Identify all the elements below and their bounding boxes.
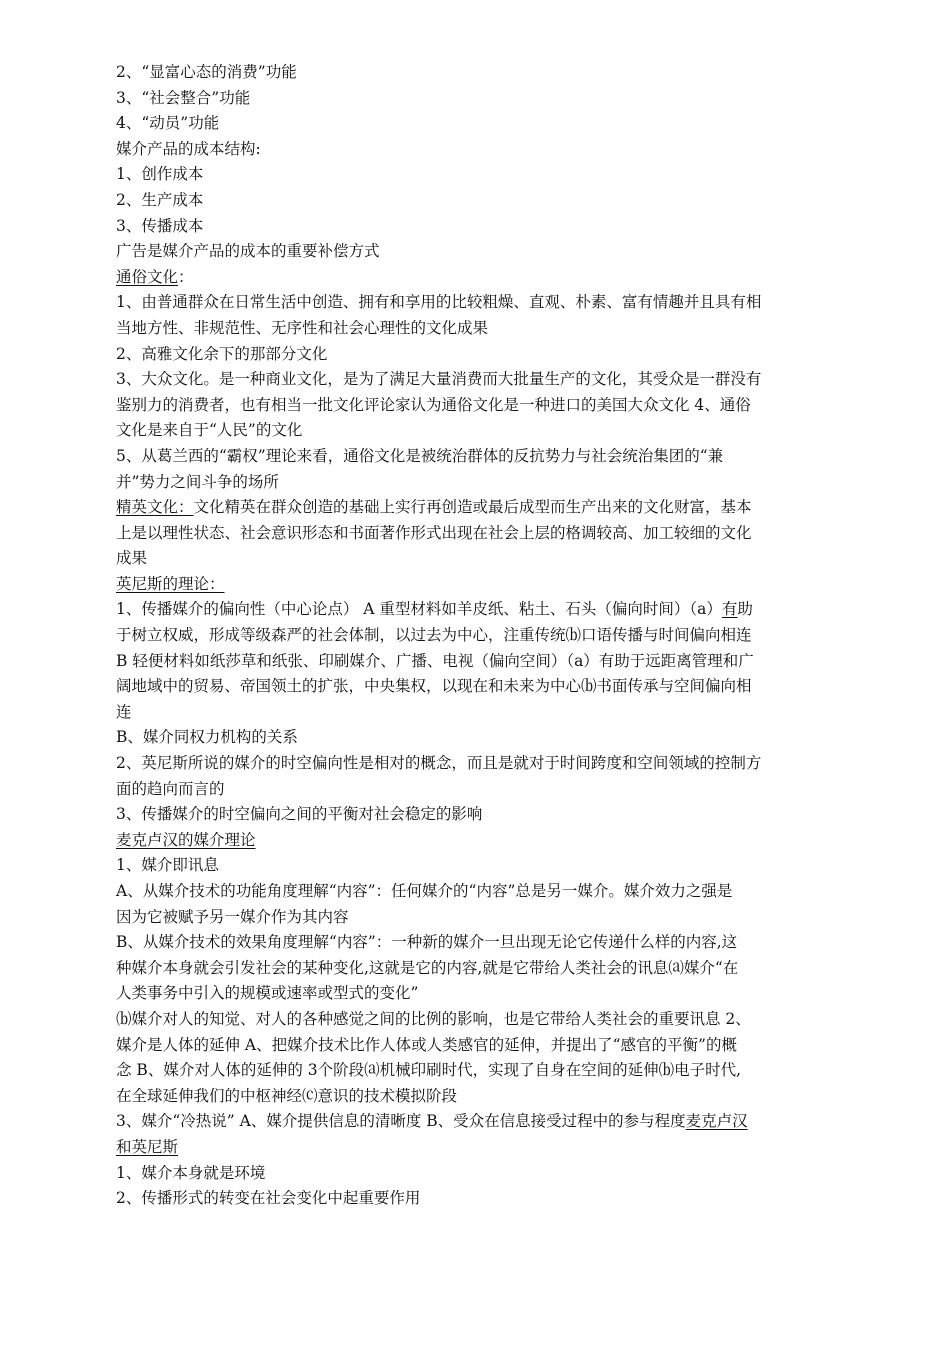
line-text: 鉴别力的消费者，也有相当一批文化评论家认为通俗文化是一种进口的美国大众文化 4、通俗 [116,395,751,414]
line-text: 2、生产成本 [116,190,204,209]
text-line [116,700,816,726]
line-text: 当地方性、非规范性、无序性和社会心理性的文化成果 [116,318,489,337]
section-heading-line [116,828,816,854]
text-line [116,1007,816,1033]
line-text: B 轻便材料如纸莎草和纸张、印刷媒介、广播、电视（偏向空间）（a）有助于远距离管理和广 [116,651,754,670]
line-text: 3、传播成本 [116,216,204,235]
line-text: 念 B、媒介对人体的延伸的 3个阶段⒜机械印刷时代，实现了自身在空间的延伸⒝电子时代, [116,1061,742,1080]
text-line [116,188,816,214]
line-text: 2、传播形式的转变在社会变化中起重要作用 [116,1189,421,1208]
line-text: 连 [116,702,132,721]
line-text: ： [178,267,194,286]
text-line [116,546,816,572]
text-line [116,214,816,240]
line-text: 3、“社会整合”功能 [116,88,251,107]
text-line [116,393,816,419]
line-text: 面的趋向而言的 [116,779,225,798]
section-heading-line [116,495,816,521]
line-text: 5、从葛兰西的“霸权”理论来看，通俗文化是被统治群体的反抗势力与社会统治集团的“兼 [116,446,724,465]
text-line [116,853,816,879]
text-line [116,111,816,137]
line-text: 1、媒介即讯息 [116,856,219,875]
text-line [116,444,816,470]
line-text: 成果 [116,549,148,568]
text-line [116,470,816,496]
line-text: 助 [737,600,753,619]
line-text: 人类事务中引入的规模或速率或型式的变化” [116,984,419,1003]
underlined-heading: 和英尼斯 [116,1137,179,1156]
text-line [116,597,816,623]
text-line [116,802,816,828]
text-line [116,137,816,163]
text-line [116,367,816,393]
text-line [116,1033,816,1059]
line-text: 文化是来自于“人民”的文化 [116,421,303,440]
text-line [116,86,816,112]
line-text: B、媒介同权力机构的关系 [116,728,298,747]
line-text: 媒介产品的成本结构: [116,139,261,158]
text-line [116,290,816,316]
document-body [116,60,816,1212]
line-text: 2、“显富心态的消费”功能 [116,63,297,81]
line-text: 文化精英在群众创造的基础上实行再创造或最后成型而生产出来的文化财富，基本 [193,498,752,517]
text-line [116,418,816,444]
text-line [116,342,816,368]
line-text: 在全球延伸我们的中枢神经⒞意识的技术模拟阶段 [116,1086,458,1105]
section-heading-line [116,572,816,598]
text-line [116,1186,816,1212]
text-line [116,1084,816,1110]
text-line [116,1109,816,1135]
line-text: A、从媒介技术的功能角度理解“内容”：任何媒介的“内容”总是另一媒介。媒介效力之强是 [116,882,733,900]
line-text: 1、传播媒介的偏向性（中心论点） A 重型材料如羊皮纸、粘土、石头（偏向时间）（a） [116,600,722,619]
underlined-heading: 通俗文化 [116,267,179,286]
underlined-heading: 英尼斯的理论： [116,574,225,593]
text-line [116,777,816,803]
text-line [116,879,816,905]
line-text: 上是以理性状态、社会意识形态和书面著作形式出现在社会上层的格调较高、加工较细的文化 [116,523,752,542]
line-text: 广告是媒介产品的成本的重要补偿方式 [116,242,380,261]
text-line [116,905,816,931]
line-text: 2、英尼斯所说的媒介的时空偏向性是相对的概念，而且是就对于时间跨度和空间领域的控制方 [116,754,762,773]
text-line [116,956,816,982]
section-heading-line [116,1135,816,1161]
line-text: 1、由普通群众在日常生活中创造、拥有和享用的比较粗燥、直观、朴素、富有情趣并且具有相 [116,293,762,312]
line-text: 2、高雅文化余下的那部分文化 [116,344,328,363]
line-text: 3、大众文化。是一种商业文化，是为了满足大量消费而大批量生产的文化，其受众是一群没有 [116,370,762,389]
line-text: 阔地域中的贸易、帝国领土的扩张，中央集权，以现在和未来为中心⒝书面传承与空间偏向相 [116,677,752,696]
text-line [116,981,816,1007]
line-text: 因为它被赋予另一媒介作为其内容 [116,907,349,926]
line-text: B、从媒介技术的效果角度理解“内容”：一种新的媒介一旦出现无论它传递什么样的内容,这 [116,933,738,952]
underlined-heading: 麦克卢汉的媒介理论 [116,830,256,849]
text-line [116,1058,816,1084]
line-text: 1、创作成本 [116,165,204,184]
line-text: 4、“动员”功能 [116,114,220,133]
line-text: ⒝媒介对人的知觉、对人的各种感觉之间的比例的影响，也是它带给人类社会的重要讯息 2、 [116,1009,751,1028]
section-heading-line [116,265,816,291]
line-text: 媒介是人体的延伸 A、把媒介技术比作人体或人类感官的延伸，并提出了“感官的平衡”的概 [116,1035,737,1054]
underlined-heading: 有 [721,600,738,619]
text-line [116,1161,816,1187]
line-text: 3、传播媒介的时空偏向之间的平衡对社会稳定的影响 [116,805,483,824]
text-line [116,521,816,547]
text-line [116,239,816,265]
text-line [116,162,816,188]
text-line [116,751,816,777]
line-text: 3、媒介“冷热说” A、媒介提供信息的清晰度 B、受众在信息接受过程中的参与程度 [116,1112,686,1131]
line-text: 于树立权威，形成等级森严的社会体制，以过去为中心，注重传统⒝口语传播与时间偏向相连 [116,626,752,645]
text-line [116,649,816,675]
underlined-heading: 精英文化： [116,498,194,517]
text-line [116,316,816,342]
text-line [116,674,816,700]
text-line [116,930,816,956]
text-line [116,725,816,751]
line-text: 并”势力之间斗争的场所 [116,472,279,491]
underlined-heading: 麦克卢汉 [685,1112,748,1131]
text-line [116,623,816,649]
text-line [116,60,816,86]
line-text: 种媒介本身就会引发社会的某种变化,这就是它的内容,就是它带给人类社会的讯息⒜媒介“在 [116,958,739,977]
line-text: 1、媒介本身就是环境 [116,1163,266,1182]
